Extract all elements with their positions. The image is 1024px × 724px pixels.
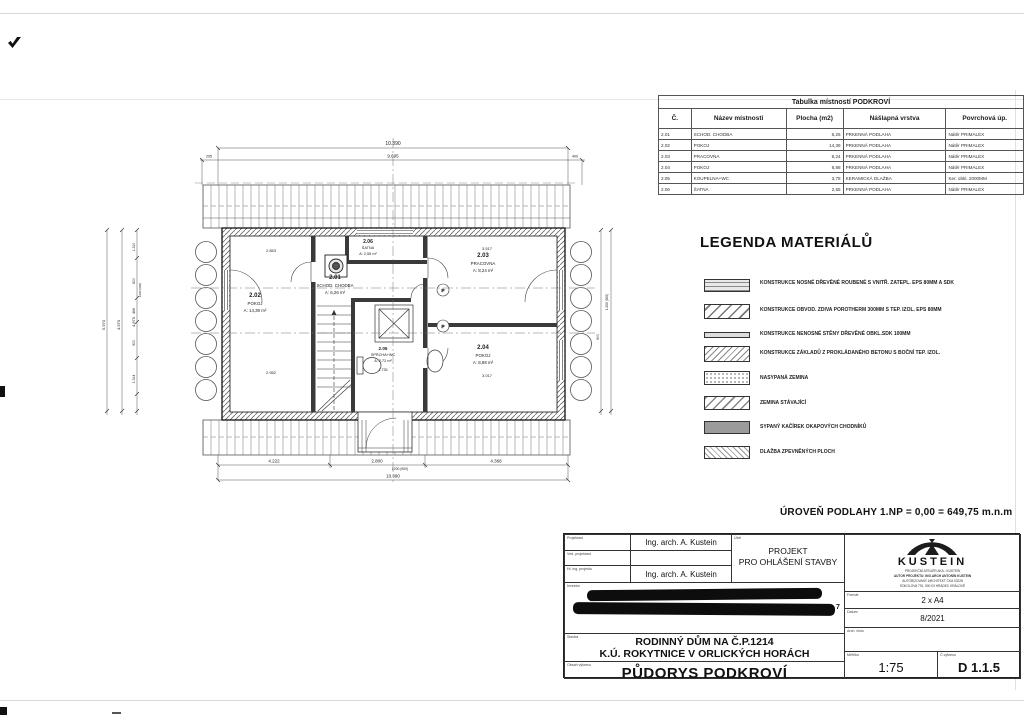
column-header: Plocha (m2) [786,109,843,129]
room-table [658,95,1024,195]
cell: 8,88 [786,162,843,173]
svg-text:POKOJ: POKOJ [247,301,263,306]
cell: Ker. obkl. 2000MM [946,173,1024,184]
table-row [659,129,1024,140]
field-label: Arch. číslo [847,629,864,633]
field-label-cell [564,550,631,566]
svg-text:ŠATNA: ŠATNA [361,246,375,250]
svg-text:2.02: 2.02 [249,293,261,299]
staircase [317,306,354,411]
svg-text:2.853: 2.853 [265,248,277,253]
redaction-bar [573,602,835,616]
svg-text:10.390: 10.390 [385,141,401,147]
room-label-2-06 [359,239,377,256]
svg-text:4.368: 4.368 [490,458,502,464]
svg-text:10.390: 10.390 [386,473,400,479]
field-label: Ved. projektant [567,552,591,556]
field-label: Datum [847,610,858,614]
svg-text:2.952: 2.952 [265,370,277,375]
swatch-solid-gray [704,421,750,434]
cell: 2.04 [659,162,692,173]
cell: 2.05 [659,173,692,184]
cell: PRKENNÁ PODLAHA [843,129,946,140]
logo-line: AUTORIZOVANÝ ARCHITEKT ČKA 03228 [902,579,963,583]
column-header: Název místnosti [691,109,786,129]
roof-band-top [195,183,575,228]
cell: PRKENNÁ PODLAHA [843,184,946,195]
legend-label: KONSTRUKCE NENOSNÉ STĚNY DŘEVĚNÉ OBKL.SDK 100MM [760,331,911,337]
stavba-line2: K.Ú. ROKYTNICE V ORLICKÝCH HORÁCH [599,648,810,660]
svg-text:1.314: 1.314 [132,374,136,384]
legend-label: KONSTRUKCE OBVOD. ZDIVA POROTHERM 300MM S TEP. IZOL. EPS 80MM [760,307,942,313]
svg-text:SCHOD. CHODBA: SCHOD. CHODBA [316,283,354,288]
table-row [659,151,1024,162]
legend-label: SYPANÝ KAČÍREK OKAPOVÝCH CHODNÍKŮ [760,424,867,430]
scan-mark [8,37,21,48]
field-label: Č.výkresu [940,653,956,657]
format-cell [844,591,1021,609]
chimney-icon [325,255,347,277]
datum-cell [844,608,1021,628]
svg-text:2.01: 2.01 [329,275,341,281]
swatch-log-wall [704,279,750,292]
svg-text:2.03: 2.03 [477,253,489,259]
svg-text:3.017: 3.017 [481,373,493,378]
room-label-2-03 [471,253,496,273]
cell: 8,24 [786,151,843,162]
sink-icon [427,350,443,372]
logo-name: KUSTEIN [897,556,968,568]
kustein-logo-icon [905,537,959,557]
field-label-cell [564,565,631,583]
cell: SCHOD. CHODBA [691,129,786,140]
svg-text:A: 14,39 m²: A: 14,39 m² [243,308,267,313]
cell: Nátěr PRIMALEX [946,162,1024,173]
svg-text:2.800: 2.800 [371,458,383,464]
field-label: Investor [567,584,580,588]
cell: ŠATNA [691,184,786,195]
plumbing-symbols [437,284,449,332]
svg-text:SPRCHA+WC: SPRCHA+WC [370,353,396,357]
room-label-2-02 [244,293,267,313]
svg-text:466: 466 [132,308,136,314]
room-label-2-05 [371,346,396,363]
dormer-bay [358,412,412,452]
field-label: Projektant [567,536,584,540]
legend-label: ZEMINA STÁVAJÍCÍ [760,400,807,406]
svg-text:A: 8,24 m²: A: 8,24 m² [472,268,494,273]
cislo-vykresu-cell [937,651,1021,679]
drawing-title: PŮDORYS PODKROVÍ [621,665,788,682]
field-value-cell [630,534,732,551]
svg-text:295: 295 [206,154,212,159]
swatch-diagonal-hatch-wide [704,304,750,319]
field-label: Měřítko [847,653,859,657]
swatch-cross-hatch [704,446,750,459]
field-label: Obsah výkresu [567,663,591,667]
svg-text:1200 (900): 1200 (900) [391,467,409,471]
swatch-thin-wall [704,332,750,338]
svg-text:900: 900 [596,334,600,340]
scan-mark [112,712,121,714]
cell: 2,55 [786,184,843,195]
room-table-title: Tabulka místností PODKROVÍ [659,96,1024,109]
logo-cell [844,534,1021,592]
ucel-line1: PROJEKT [768,546,808,556]
svg-text:4.670: 4.670 [131,316,136,328]
svg-text:A: 2,72 m²: A: 2,72 m² [374,359,392,363]
field-label: Stavba [567,635,579,639]
scan-line [0,13,1024,14]
cell: 3,78 [786,173,843,184]
table-row [659,140,1024,151]
legend-label: NASYPANÁ ZEMINA [760,375,809,381]
svg-text:1.200 (900): 1.200 (900) [605,293,609,311]
svg-text:P: P [441,288,445,293]
svg-text:4.222: 4.222 [268,458,280,464]
svg-text:A: 2,55 m²: A: 2,55 m² [359,252,377,256]
floor-level-note: ÚROVEŇ PODLAHY 1.NP = 0,00 = 649,75 m.n.m [780,507,1013,518]
cell: KERAMICKÁ DLAŽBA [843,173,946,184]
logo-line: SOKOLOVA 791, 500 03 HRADEC KRÁLOVÉ [899,584,966,588]
cell: PRKENNÁ PODLAHA [843,162,946,173]
cell: 14,39 [786,140,843,151]
projektant-value: Ing. arch. A. Kustein [645,538,717,547]
cell: POKOJ [691,140,786,151]
obsah-cell [564,661,845,682]
legend-title: LEGENDA MATERIÁLŮ [700,234,873,251]
cell: Nátěr PRIMALEX [946,129,1024,140]
svg-text:2.05: 2.05 [378,346,388,351]
svg-text:1.735: 1.735 [378,368,388,372]
cell: Nátěr PRIMALEX [946,184,1024,195]
materials-legend [700,234,1024,455]
hl-value: Ing. arch. A. Kustein [645,570,717,579]
field-label-cell [564,534,631,551]
scan-line [0,700,1024,701]
svg-text:2.04: 2.04 [477,345,489,351]
field-value-cell [630,565,732,583]
cell: KOUPELNA+WC [691,173,786,184]
shower-icon [375,305,413,342]
field-label: Účel [734,536,742,540]
investor-suffix: 7 [836,604,840,611]
svg-text:4.970: 4.970 [116,319,121,331]
legend-label: DLAŽBA ZPEVNĚNÝCH PLOCH [760,449,835,455]
column-header: Nášlapná vrstva [843,109,946,129]
svg-text:900: 900 [132,340,136,346]
column-header: Povrchová úp. [946,109,1024,129]
scan-mark [0,707,7,715]
room-label-2-01 [316,275,353,295]
svg-text:P: P [441,324,445,329]
format-value: 2 x A4 [921,596,944,605]
table-row [659,162,1024,173]
svg-text:A: 6,26 m²: A: 6,26 m² [324,290,346,295]
arch-cislo-cell [844,627,1021,652]
cell: 2.06 [659,184,692,195]
field-value-cell [630,550,732,566]
cell: PRKENNÁ PODLAHA [843,151,946,162]
room-label-2-04 [473,345,494,365]
ucel-cell [731,534,845,583]
meritko-cell [844,651,938,679]
stavba-cell [564,633,845,662]
cell: POKOJ [691,162,786,173]
scale-value: 1:75 [878,660,904,675]
logo-line: AUTOR PROJEKTU: ING.ARCH ANTONÍN KUSTEIN [893,574,972,578]
svg-text:400: 400 [572,154,578,159]
column-header: Č. [659,109,692,129]
legend-label: KONSTRUKCE NOSNÉ DŘEVĚNÉ ROUBENÉ S VNITŘ. ZATEPL. EPS 80MM A SDK [760,280,955,286]
field-label: Formát [847,593,859,597]
swatch-dotted [704,371,750,385]
svg-text:2.06: 2.06 [363,239,373,245]
cell: 2.01 [659,129,692,140]
investor-cell [564,582,845,634]
drawing-number: D 1.1.5 [958,660,1000,675]
table-row [659,184,1024,195]
floor-plan [95,130,645,510]
scan-mark [0,386,5,397]
datum-value: 8/2021 [920,614,945,623]
swatch-diagonal-hatch-dense [704,346,750,362]
svg-text:A: 8,88 m²: A: 8,88 m² [472,360,494,365]
cell: PRACOVNA [691,151,786,162]
legend-label: KONSTRUKCE ZÁKLADŮ Z PROKLÁDANÉHO BETONU S BOČNÍ TEP. IZOL. [760,350,941,356]
svg-text:PRACOVNA: PRACOVNA [470,261,496,266]
cell: Nátěr PRIMALEX [946,140,1024,151]
cell: 2.02 [659,140,692,151]
cell: 2.03 [659,151,692,162]
ucel-line2: PRO OHLÁŠENÍ STAVBY [738,557,838,567]
cell: PRKENNÁ PODLAHA [843,140,946,151]
title-block [563,533,1020,682]
cell: Nátěr PRIMALEX [946,151,1024,162]
svg-text:3.517: 3.517 [481,246,493,251]
svg-text:1200 (900): 1200 (900) [138,282,142,298]
svg-text:POKOJ: POKOJ [475,353,491,358]
cell: 6,26 [786,129,843,140]
field-label: Hl. ing. projektu [567,567,592,571]
stavba-line1: RODINNÝ DŮM NA Č.P.1214 [635,636,774,648]
svg-text:5.970: 5.970 [101,319,106,331]
svg-text:800: 800 [132,278,136,284]
svg-text:1.310: 1.310 [132,242,136,252]
redaction-bar [587,588,822,601]
svg-text:9.695: 9.695 [387,153,399,159]
logo-line: PROJEKČNÍ ATELIÉR AKA - KUSTEIN [904,569,961,573]
swatch-diagonal-hatch [704,396,750,410]
table-row [659,173,1024,184]
